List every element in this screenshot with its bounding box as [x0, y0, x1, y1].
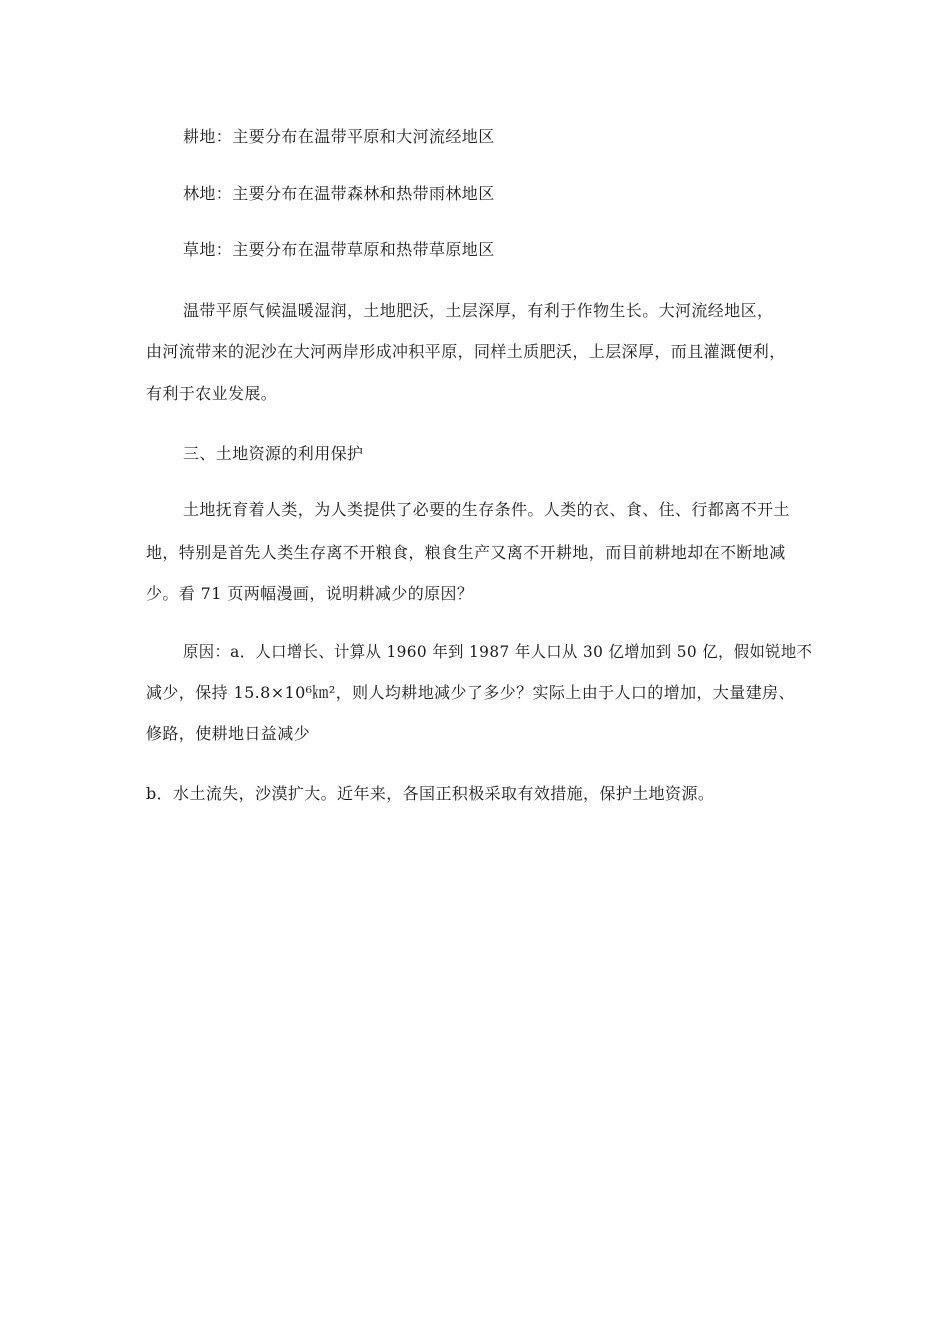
reason-b-line: b．水土流失，沙漠扩大。近年来，各国正积极采取有效措施，保护土地资源。	[146, 784, 715, 803]
reason-paragraph-line-1: 原因：a．人口增长、计算从 1960 年到 1987 年人口从 30 亿增加到 50 亿，假如锐地不	[183, 642, 813, 661]
section-heading: 三、土地资源的利用保护	[183, 444, 364, 463]
land-paragraph-line-3: 少。看 71 页两幅漫画，说明耕减少的原因？	[146, 584, 474, 603]
reason-paragraph-line-2: 减少，保持 15.8×10⁶㎞²，则人均耕地减少了多少？实际上由于人口的增加，大量建房、	[146, 683, 795, 702]
land-paragraph-line-2: 地，特别是首先人类生存离不开粮食，粮食生产又离不开耕地，而目前耕地却在不断地减	[146, 543, 786, 562]
farmland-line: 耕地：主要分布在温带平原和大河流经地区	[183, 127, 495, 146]
plain-paragraph-line-3: 有利于农业发展。	[146, 384, 278, 403]
plain-paragraph-line-2: 由河流带来的泥沙在大河两岸形成冲积平原，同样土质肥沃，上层深厚，而且灌溉便利，	[146, 342, 786, 361]
plain-paragraph-line-1: 温带平原气候温暖湿润，土地肥沃，土层深厚，有利于作物生长。大河流经地区，	[183, 301, 774, 320]
grassland-line: 草地：主要分布在温带草原和热带草原地区	[183, 240, 495, 259]
reason-paragraph-line-3: 修路，使耕地日益减少	[146, 724, 311, 743]
forest-line: 林地：主要分布在温带森林和热带雨林地区	[183, 184, 495, 203]
land-paragraph-line-1: 土地抚育着人类，为人类提供了必要的生存条件。人类的衣、食、住、行都离不开土	[183, 500, 790, 519]
